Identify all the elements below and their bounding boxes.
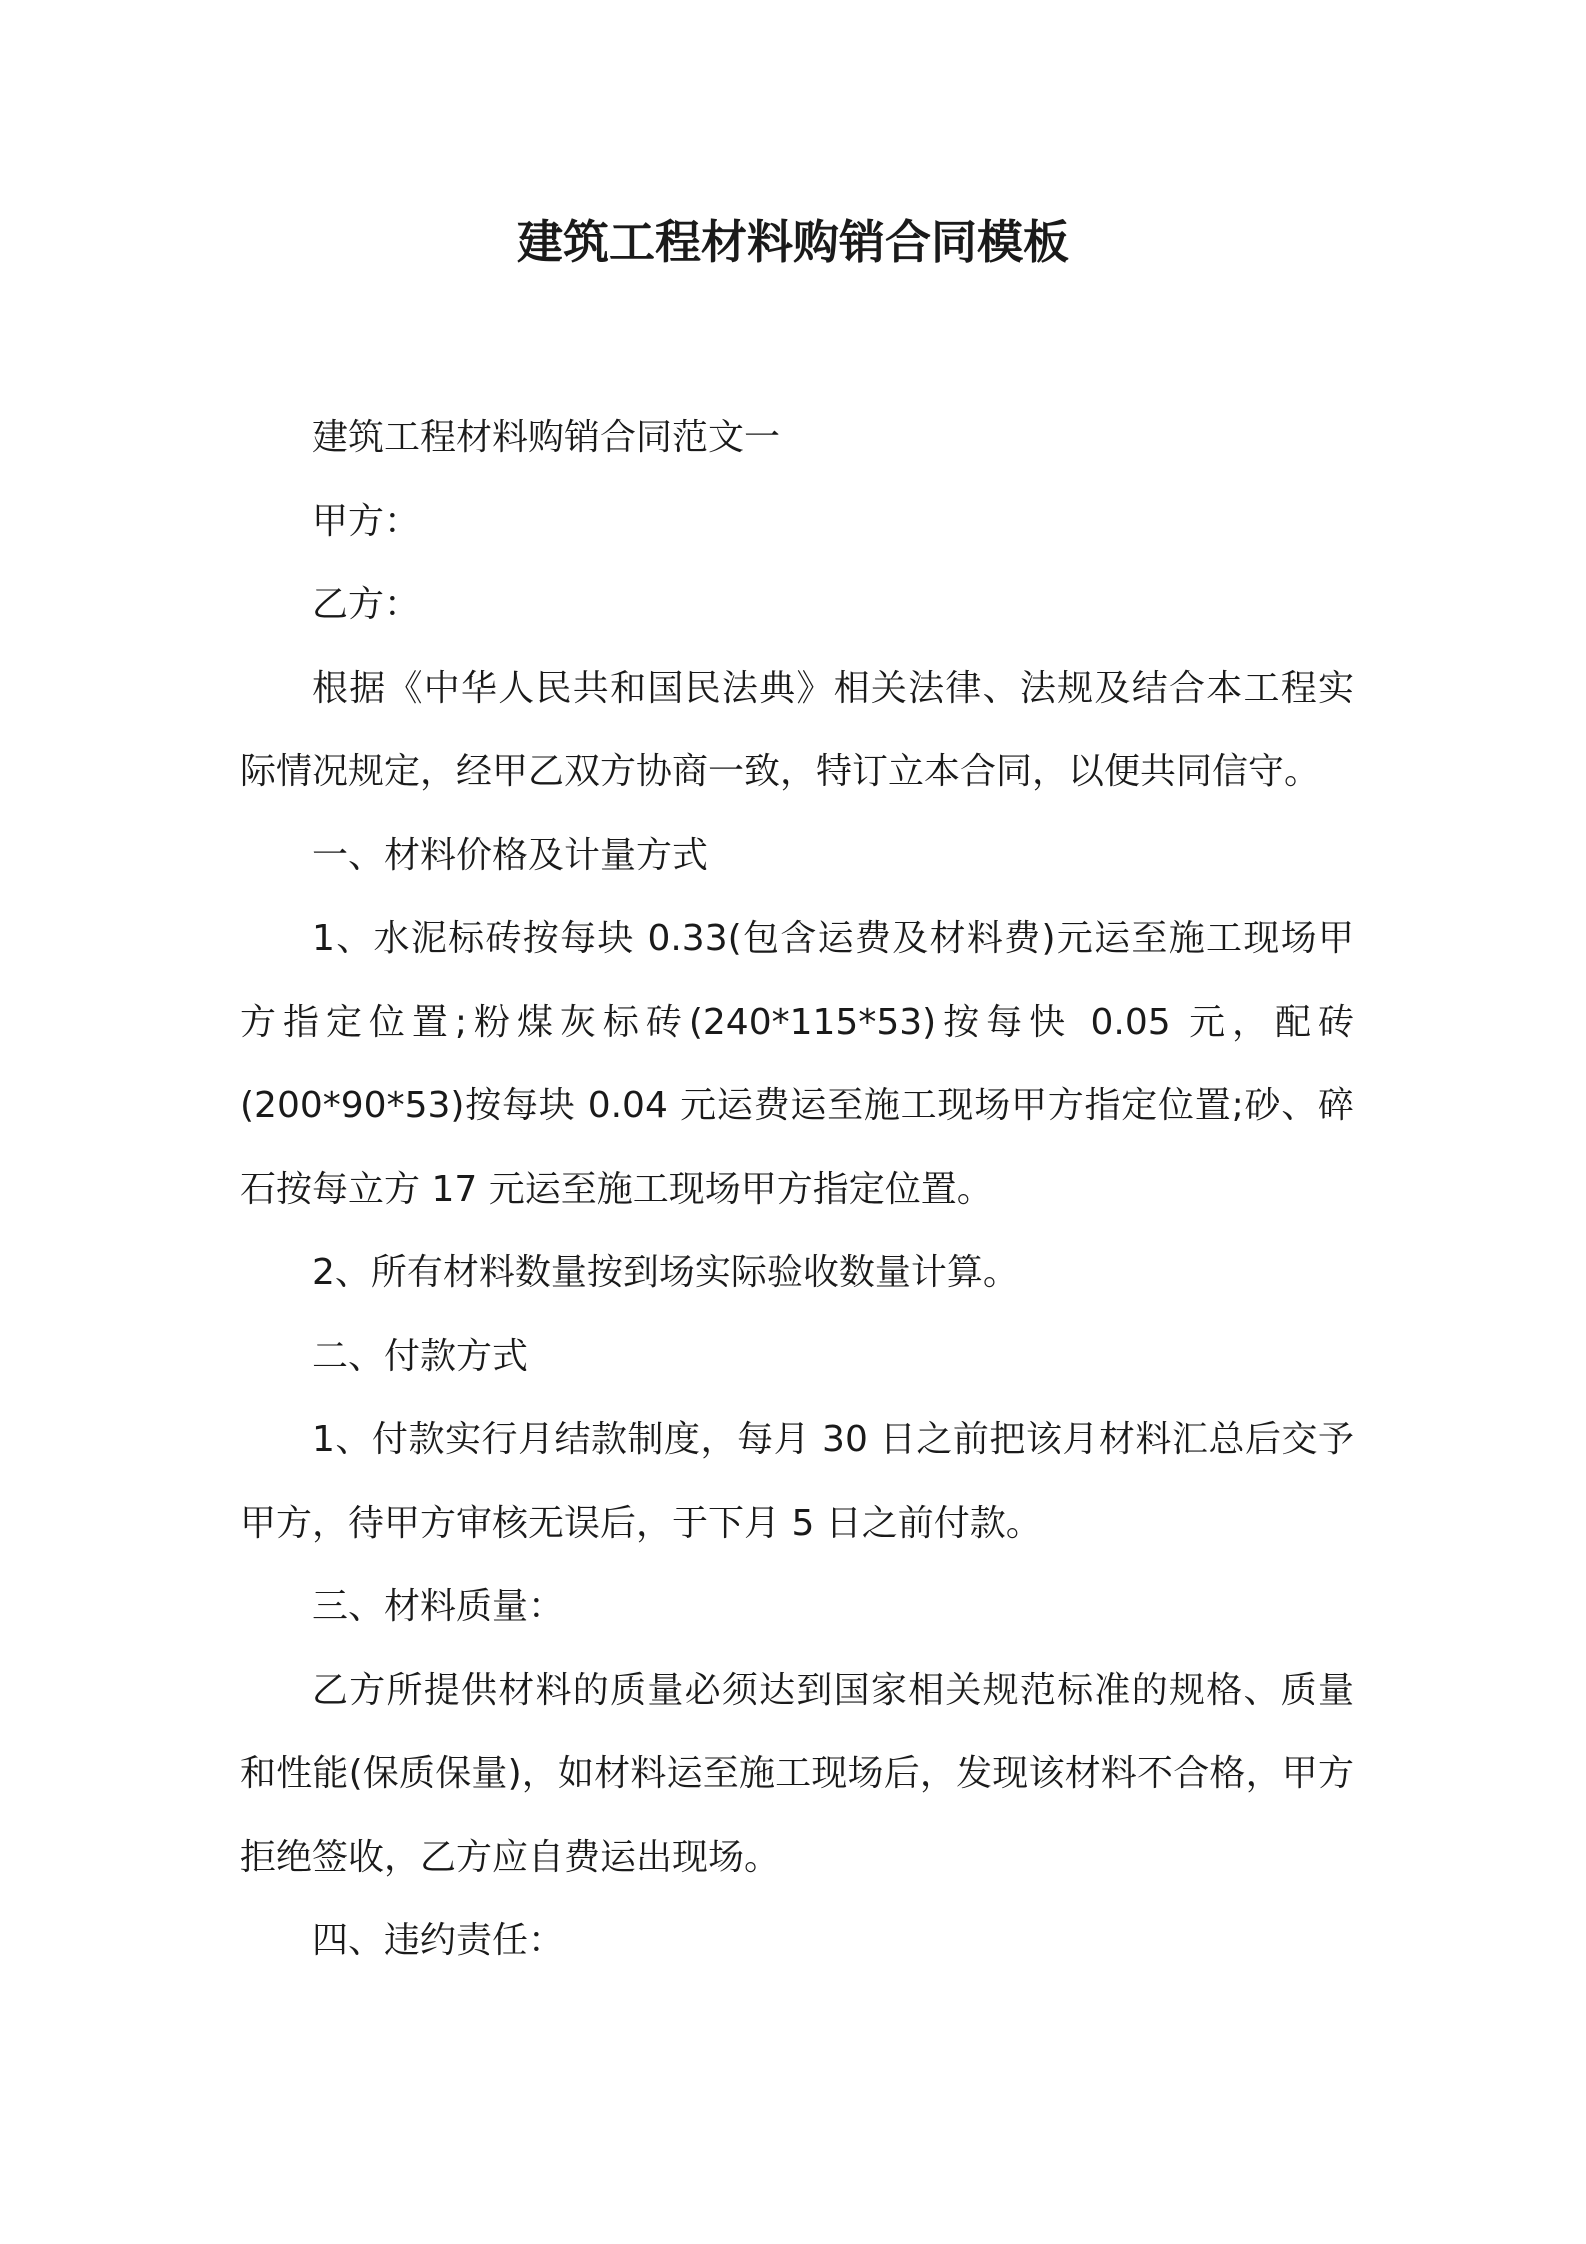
party-b-line: 乙方： xyxy=(312,584,421,625)
clause-2-1: 1、付款实行月结款制度，每月 30 日之前把该月材料汇总后交予甲方，待甲方审核无误后，于下月 5 日之前付款。 xyxy=(240,1419,1354,1544)
document-body xyxy=(240,396,1354,1983)
subtitle-paragraph: 建筑工程材料购销合同范文一 xyxy=(312,417,781,458)
clause-3-body: 乙方所提供材料的质量必须达到国家相关规范标准的规格、质量和性能(保质保量)，如材料运至施工现场后，发现该材料不合格，甲方拒绝签收，乙方应自费运出现场。 xyxy=(240,1669,1354,1878)
section-heading-2: 二、付款方式 xyxy=(312,1335,529,1377)
section-heading-1: 一、材料价格及计量方式 xyxy=(312,834,709,876)
document-title: 建筑工程材料购销合同模板 xyxy=(517,215,1069,269)
section-heading-3: 三、材料质量： xyxy=(312,1586,565,1627)
section-heading-4: 四、违约责任： xyxy=(312,1920,565,1961)
preamble-paragraph: 根据《中华人民共和国民法典》相关法律、法规及结合本工程实际情况规定，经甲乙双方协商一致，特订立本合同，以便共同信守。 xyxy=(240,667,1354,792)
clause-1-1: 1、水泥标砖按每块 0.33(包含运费及材料费)元运至施工现场甲方指定位置;粉煤灰标砖(240*115*53)按每快 0.05 元，配砖(200*90*53)按每块 0.04 元运费运至施工现场甲方指定位置;砂、碎石按每立方 17 元运至施工现场甲方指定位置。 xyxy=(240,918,1354,1210)
clause-1-2: 2、所有材料数量按到场实际验收数量计算。 xyxy=(312,1252,1019,1293)
party-a-line: 甲方： xyxy=(312,500,421,542)
